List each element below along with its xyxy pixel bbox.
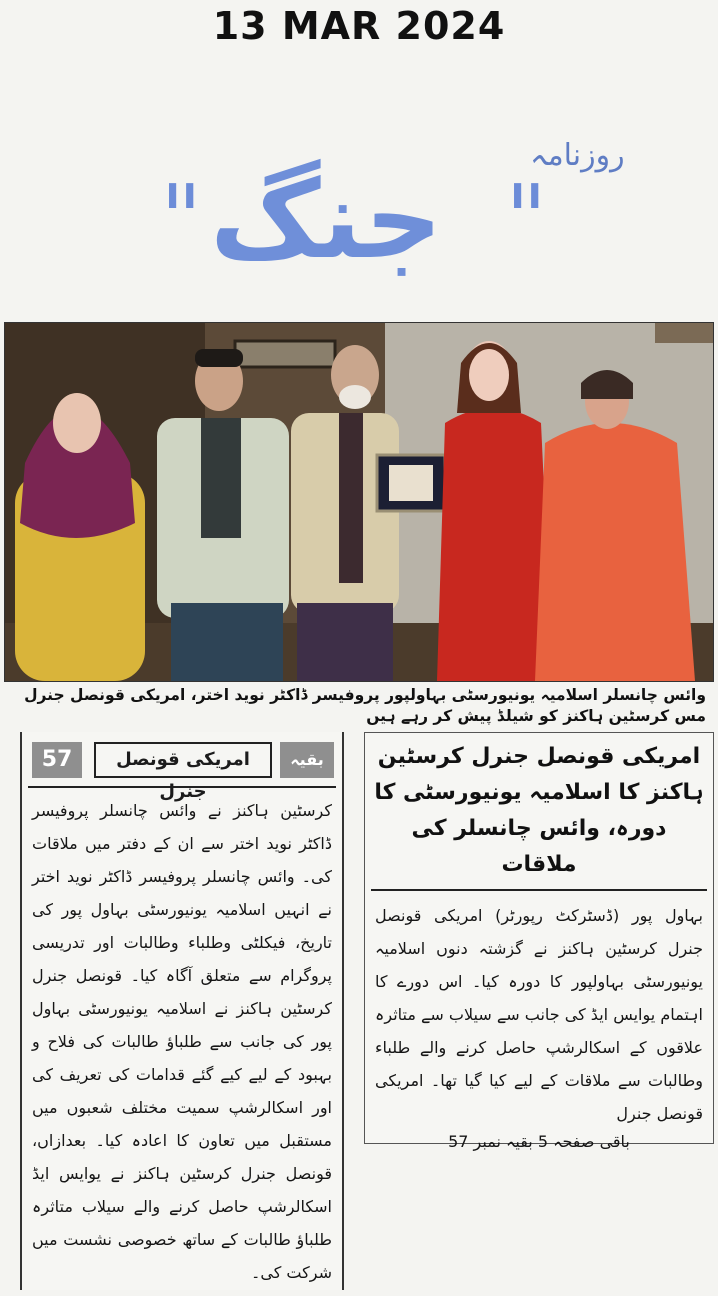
continuation-tag: بقیہ (280, 742, 334, 778)
publication-date: 13 MAR 2024 (212, 4, 506, 48)
continuation-body: کرسٹین ہاکنز نے وائس چانسلر پروفیسر ڈاکٹر نوید اختر سے ان کے دفتر میں ملاقات کی۔ وائس چانسلر پروفیسر ڈاکٹر نوید اختر نے انہیں اسلامیہ یونیورسٹی بہاول پور کی تاریخ، فیکلٹی وطلباء وطالبات اور تدریسی پروگرام سے متعلق آگاہ کیا۔ قونصل جنرل کرسٹین ہاکنز نے اسلامیہ یونیورسٹی بہاول پور کی جانب سے طلباؤ طالبات کی فلاح و بہبود کے لیے کیے گئے قدامات کی تعریف کی اور اسکالرشپ سمیت مختلف شعبوں میں مستقبل میں تعاون کا اعادہ کیا۔ بعدازاں، قونصل جنرل کرسٹین ہاکنز نے یوایس ایڈ اسکالرشپ حاصل کرنے والے سیلاب متاثرہ طلباؤ طالبات کے ساتھ خصوصی نشست میں شرکت کی۔ (32, 801, 332, 1282)
continuation-column (20, 732, 344, 1290)
story-continued-note: باقی صفحہ 5 بقیہ نمبر 57 (448, 1132, 630, 1151)
news-photo (4, 322, 714, 682)
masthead-quote-left: " (160, 165, 203, 272)
shield-face (389, 465, 433, 501)
newspaper-masthead (140, 110, 625, 320)
photo-illustration (5, 323, 713, 681)
news-story (364, 732, 714, 1151)
story-body: بہاول پور (ڈسٹرکٹ رپورٹر) امریکی قونصل جنرل کرسٹین ہاکنز نے گزشتہ دنوں اسلامیہ یونیورسٹی بہاولپور کا دورہ کیا۔ اس دورے کا اہتمام یوایس ایڈ کی جانب سے سیلاب سے متاثرہ علاقوں کے اسکالرشپ حاصل کرنے والے طلباء وطالبات سے ملاقات کے لیے کیا گیا تھا۔ امریکی قونصل جنرل (375, 906, 703, 1123)
masthead-prefix: روزنامہ (530, 138, 625, 173)
wall-frame (235, 341, 335, 367)
photo-caption: وائس چانسلر اسلامیہ یونیورسٹی بہاولپور پروفیسر ڈاکٹر نوید اختر، امریکی قونصل جنرل مس کرسٹین ہاکنز کو شیلڈ پیش کر رہے ہیں (24, 686, 706, 725)
continuation-title: امریکی قونصل جنرل (94, 742, 272, 778)
continuation-number: 57 (32, 742, 82, 778)
wall-frame-right (655, 323, 713, 343)
story-headline: امریکی قونصل جنرل کرسٹین ہاکنز کا اسلامیہ یونیورسٹی کا دورہ، وائس چانسلر کی ملاقات (371, 739, 707, 891)
masthead-name: جنگ (210, 158, 443, 283)
continuation-header (28, 738, 336, 802)
masthead-quote-right: " (505, 165, 548, 272)
